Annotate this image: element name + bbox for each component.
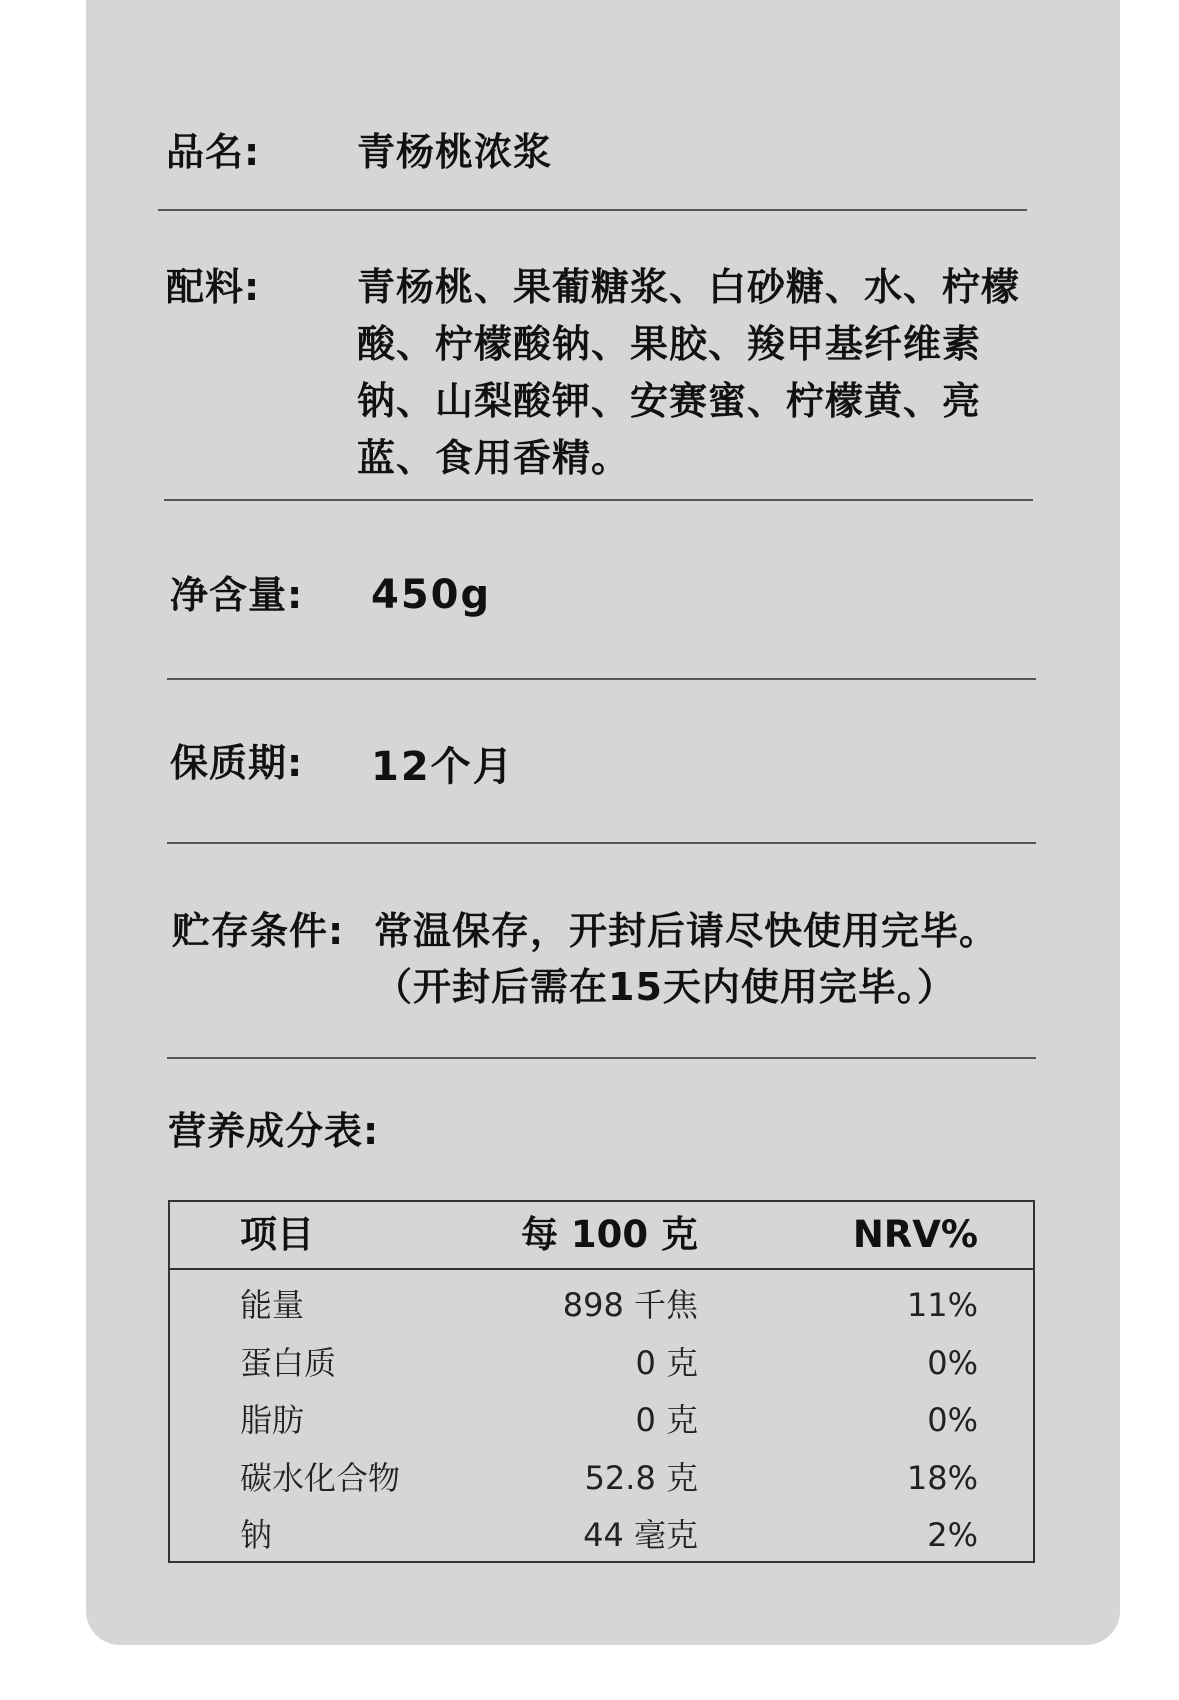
divider <box>158 209 1027 211</box>
divider <box>167 678 1036 680</box>
row-per-100g: 44 毫克 <box>583 1516 698 1554</box>
net-content-value: 450g <box>371 572 492 618</box>
table-row <box>170 1277 1033 1335</box>
storage-label: 贮存条件: <box>172 909 345 953</box>
shelf-life-label: 保质期: <box>170 741 304 785</box>
shelf-life-value: 12个月 <box>371 744 515 790</box>
table-row <box>170 1335 1033 1393</box>
row-nrv: 0% <box>927 1401 978 1439</box>
row-item: 能量 <box>240 1286 305 1324</box>
row-nrv: 2% <box>927 1516 978 1554</box>
divider <box>164 499 1033 501</box>
storage-value-line2: （开封后需在15天内使用完毕。） <box>374 965 956 1009</box>
row-per-100g: 0 克 <box>635 1343 698 1382</box>
nutrition-table-body <box>170 1277 1033 1565</box>
header-item: 项目 <box>240 1213 314 1256</box>
header-per-100g: 每 100 克 <box>521 1213 698 1256</box>
row-per-100g: 0 克 <box>635 1401 698 1439</box>
row-nrv: 0% <box>927 1343 978 1382</box>
row-per-100g: 898 千焦 <box>562 1286 698 1324</box>
storage-value-line1: 常温保存，开封后请尽快使用完毕。 <box>374 909 999 953</box>
row-nrv: 18% <box>906 1458 978 1497</box>
header-nrv: NRV% <box>852 1213 978 1256</box>
product-name-value: 青杨桃浓浆 <box>357 130 553 174</box>
divider <box>167 1057 1036 1059</box>
ingredients-label: 配料: <box>166 265 261 309</box>
ingredients-value: 青杨桃、果葡糖浆、白砂糖、水、柠檬酸、柠檬酸钠、果胶、羧甲基纤维素钠、山梨酸钾、安赛蜜、柠檬黄、亮蓝、食用香精。 <box>357 265 1021 480</box>
row-item: 钠 <box>240 1516 273 1554</box>
row-item: 蛋白质 <box>240 1343 337 1382</box>
nutrition-title: 营养成分表: <box>168 1109 380 1153</box>
nutrition-table <box>168 1200 1035 1563</box>
product-name-label: 品名: <box>166 130 261 174</box>
row-item: 脂肪 <box>240 1401 305 1439</box>
row-nrv: 11% <box>906 1286 978 1324</box>
divider <box>167 842 1036 844</box>
table-row <box>170 1450 1033 1508</box>
nutrition-table-header <box>170 1202 1033 1270</box>
net-content-label: 净含量: <box>170 573 304 617</box>
table-row <box>170 1507 1033 1565</box>
table-row <box>170 1392 1033 1450</box>
row-item: 碳水化合物 <box>240 1458 401 1497</box>
row-per-100g: 52.8 克 <box>584 1458 698 1497</box>
